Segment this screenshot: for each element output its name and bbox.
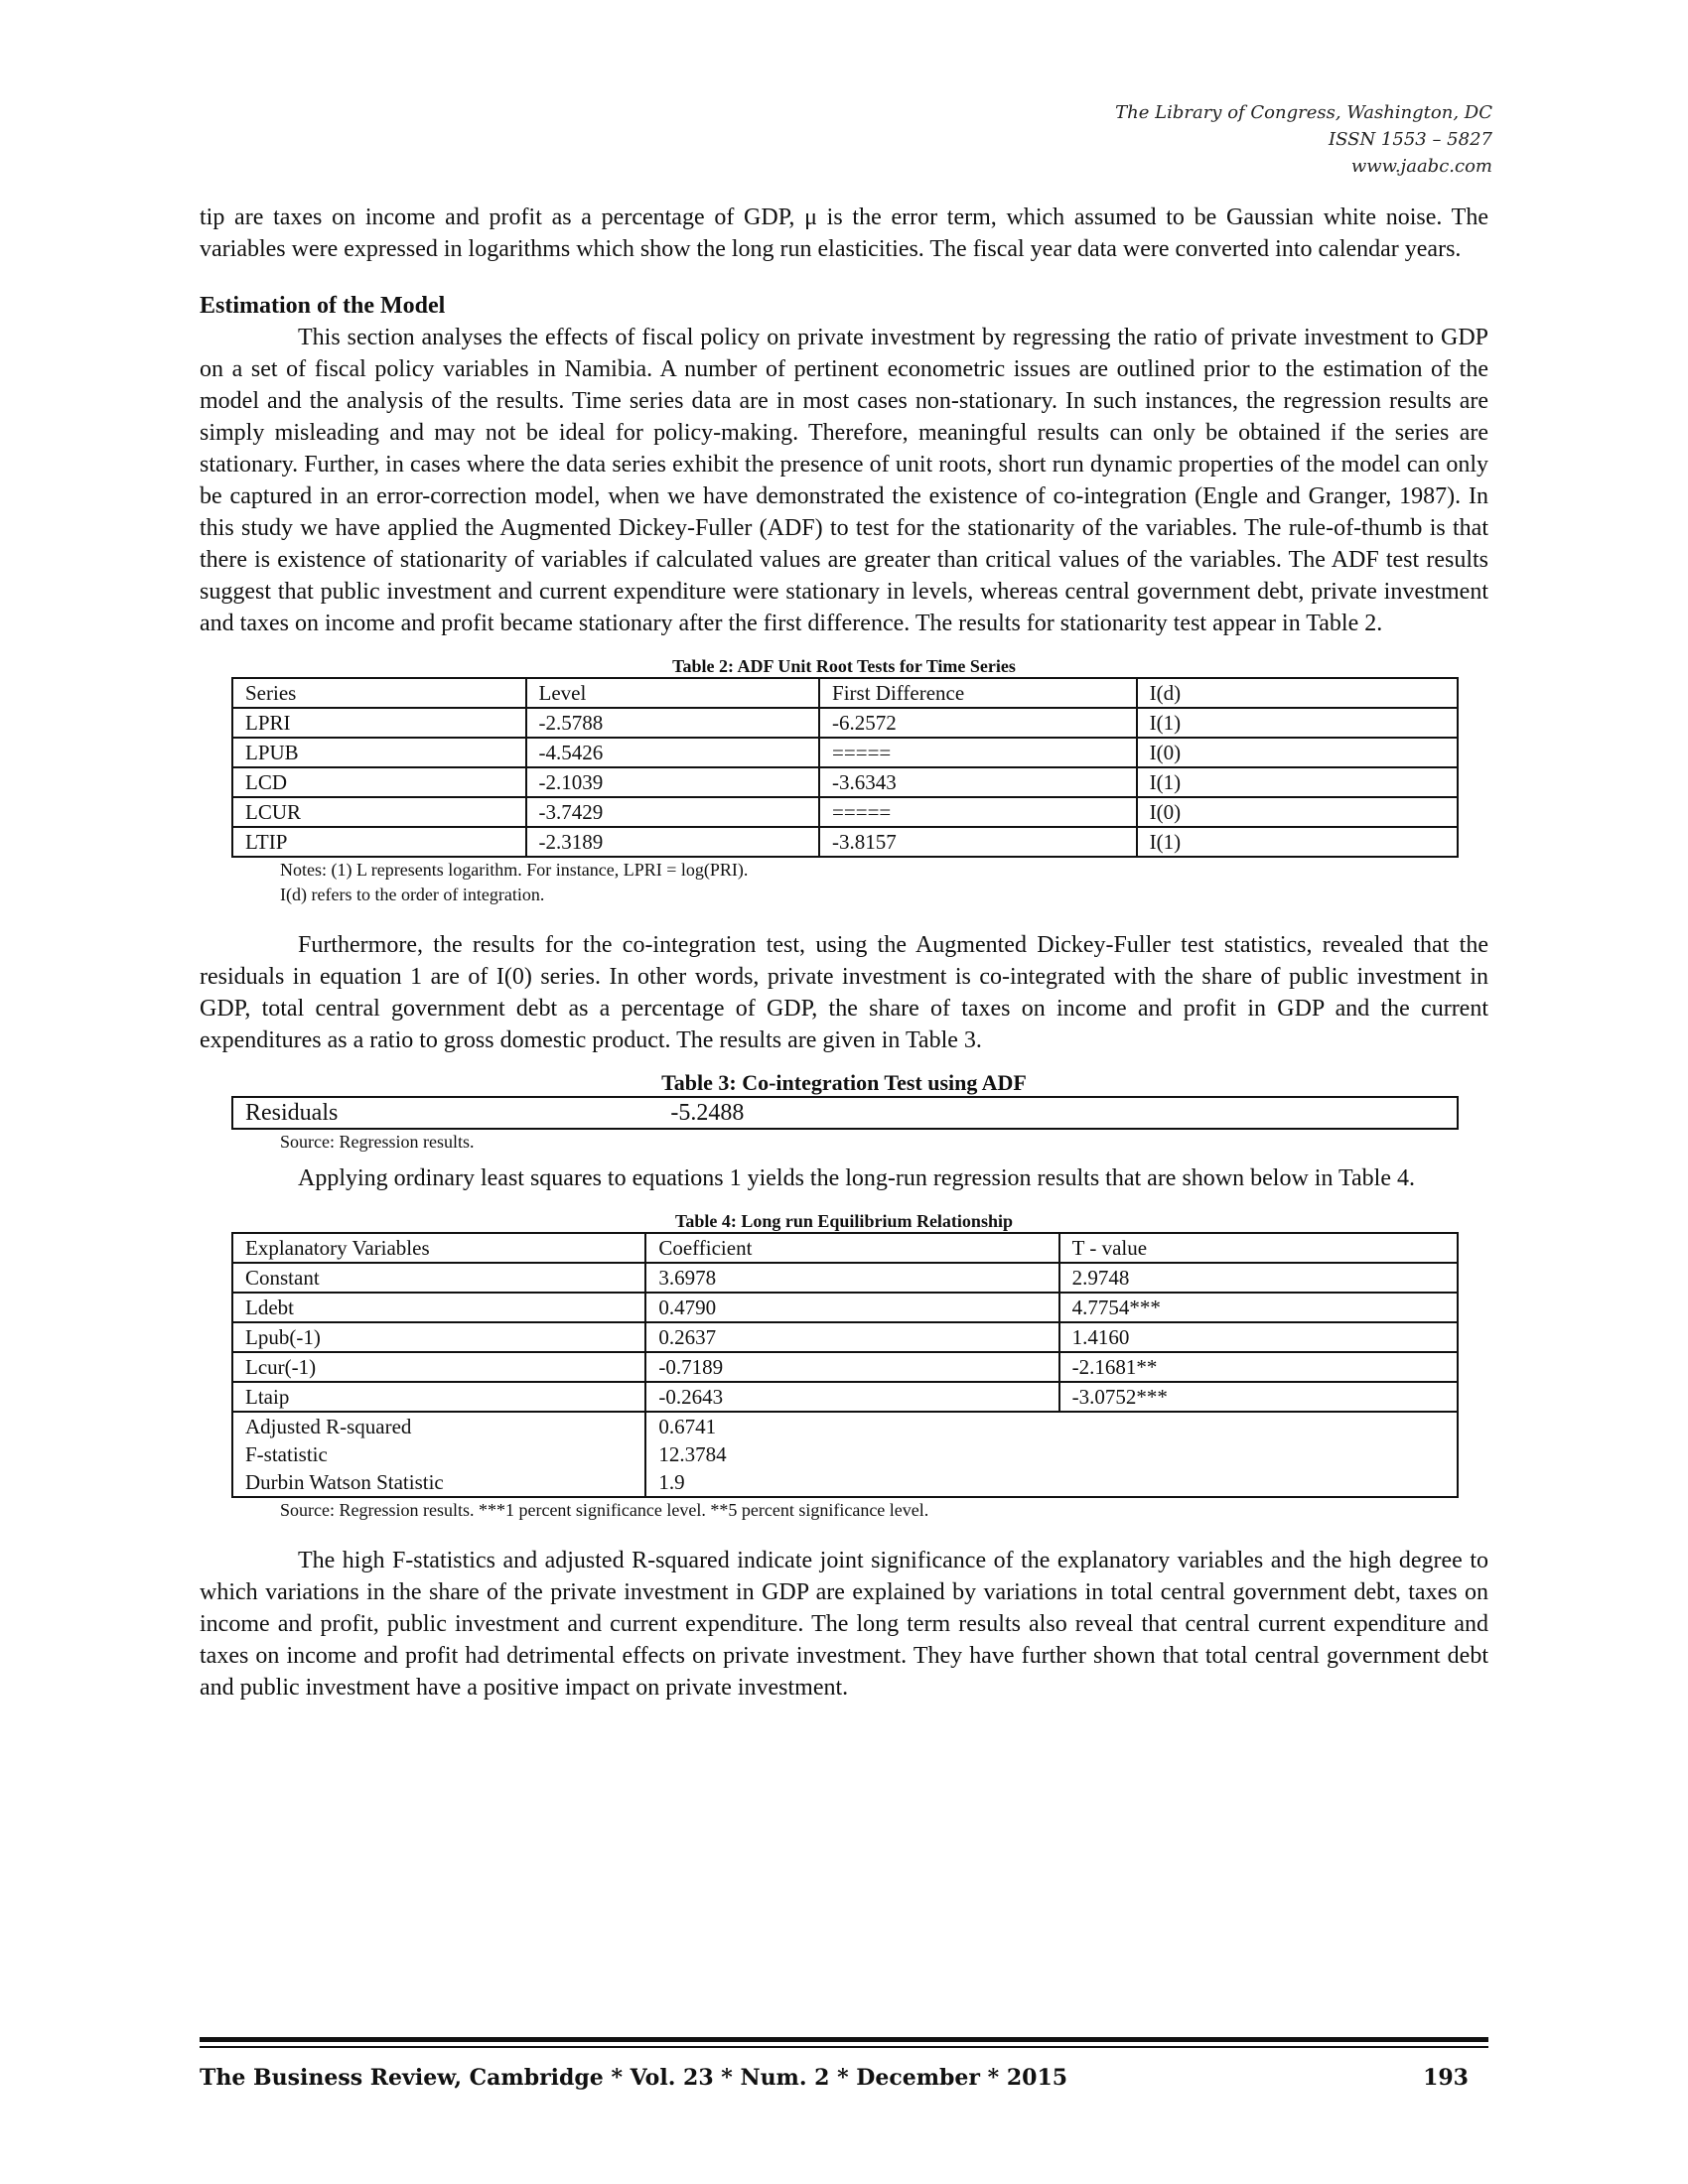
table-cell: 0.6741: [645, 1412, 1458, 1440]
header-cell: Explanatory Variables: [232, 1233, 645, 1263]
table-cell: I(1): [1137, 827, 1458, 857]
table3-cointegration: [231, 1096, 1459, 1130]
table-cell: LPRI: [232, 708, 526, 738]
table-header-row: [232, 1233, 1458, 1263]
table-cell: I(1): [1137, 767, 1458, 797]
header-cell: Coefficient: [645, 1233, 1058, 1263]
estimation-paragraph: This section analyses the effects of fiscal policy on private investment by regressing the ratio of private investment to GDP on a set of fiscal policy variables in Namibia. A number of pertinent econometric issues are outlined prior to the estimation of the model and the analysis of the results. Time series data are in most cases non-stationary. In such instances, the regression results are simply misleading and may not be ideal for policy-making. Therefore, meaningful results can only be obtained if the series are stationary. Further, in cases where the data series exhibit the presence of unit roots, short run dynamic properties of the model can only be captured in an error-correction model, when we have demonstrated the existence of co-integration (Engle and Granger, 1987). In this study we have applied the Augmented Dickey-Fuller (ADF) to test for the stationarity of the variables. The rule-of-thumb is that there is existence of stationarity of variables if calculated values are greater than critical values of the variables. The ADF test results suggest that public investment and current expenditure were stationary in levels, whereas central government debt, private investment and taxes on income and profit became stationary after the first difference. The results for stationarity test appear in Table 2.: [200, 325, 1488, 636]
table-cell: 1.9: [645, 1468, 1458, 1497]
table-cell: I(0): [1137, 797, 1458, 827]
table-row: [232, 738, 1458, 767]
table4-source: Source: Regression results. ***1 percent significance level. **5 percent significance level.: [280, 1500, 929, 1520]
header-cell: Level: [526, 678, 820, 708]
table2-adf-unit-root: [231, 677, 1459, 858]
table-row: [232, 1263, 1458, 1293]
footer-rule-thick: [200, 2037, 1488, 2042]
table-cell: -6.2572: [819, 708, 1137, 738]
table-row: [232, 708, 1458, 738]
table2-note-integration: I(d) refers to the order of integration.: [280, 885, 545, 904]
table-row: [232, 1097, 1458, 1129]
table-cell: -3.8157: [819, 827, 1137, 857]
table-cell: Constant: [232, 1263, 645, 1293]
table-cell: -5.2488: [658, 1097, 1458, 1129]
table-cell: I(1): [1137, 708, 1458, 738]
table-row: [232, 797, 1458, 827]
table-cell: Lcur(-1): [232, 1352, 645, 1382]
intro-paragraph: tip are taxes on income and profit as a percentage of GDP, μ is the error term, which assumed to be Gaussian white noise. The variables were expressed in logarithms which show the long run elasticities. The fiscal year data were converted into calendar years.: [200, 205, 1488, 262]
table-cell: 0.4790: [645, 1293, 1058, 1322]
table-row: [232, 1322, 1458, 1352]
table-cell: -2.5788: [526, 708, 820, 738]
table-cell: 3.6978: [645, 1263, 1058, 1293]
running-header: [1115, 99, 1492, 180]
table-cell: Ltaip: [232, 1382, 645, 1412]
table-cell: Durbin Watson Statistic: [232, 1468, 645, 1497]
table-header-row: [232, 678, 1458, 708]
table-cell: 4.7754***: [1059, 1293, 1458, 1322]
table-cell: =====: [819, 797, 1137, 827]
page-number: 193: [1423, 2065, 1469, 2091]
ols-paragraph: Applying ordinary least squares to equations 1 yields the long-run regression results that are shown below in Table 4.: [298, 1165, 1415, 1191]
table-row: [232, 1352, 1458, 1382]
table-row: [232, 1382, 1458, 1412]
table-cell: 0.2637: [645, 1322, 1058, 1352]
table-cell: Ldebt: [232, 1293, 645, 1322]
table-cell: Residuals: [232, 1097, 658, 1129]
table-cell: LTIP: [232, 827, 526, 857]
conclusion-paragraph: The high F-statistics and adjusted R-squared indicate joint significance of the explanatory variables and the high degree to which variations in the share of the private investment in GDP are explained by variations in total central government debt, taxes on income and profit, public investment and current expenditure. The long term results also reveal that central current expenditure and taxes on income and profit had detrimental effects on private investment. They have further shown that total central government debt and public investment have a positive impact on private investment.: [200, 1548, 1488, 1701]
table-cell: LCUR: [232, 797, 526, 827]
table-cell: 1.4160: [1059, 1322, 1458, 1352]
table-cell: F-statistic: [232, 1440, 645, 1468]
table-cell: 12.3784: [645, 1440, 1458, 1468]
table-cell: -2.3189: [526, 827, 820, 857]
header-issn: ISSN 1553 – 5827: [1329, 129, 1492, 150]
table-cell: -0.2643: [645, 1382, 1058, 1412]
table4-caption: Table 4: Long run Equilibrium Relationship: [675, 1211, 1013, 1231]
table-cell: -3.6343: [819, 767, 1137, 797]
table-row: [232, 827, 1458, 857]
body-content: [200, 202, 1488, 1704]
table-cell: =====: [819, 738, 1137, 767]
table3-source: Source: Regression results.: [280, 1132, 475, 1152]
section-heading: Estimation of the Model: [200, 293, 446, 319]
table-cell: 2.9748: [1059, 1263, 1458, 1293]
table-cell: LCD: [232, 767, 526, 797]
header-website: www.jaabc.com: [1350, 156, 1492, 177]
table-row: [232, 1293, 1458, 1322]
table-cell: -3.0752***: [1059, 1382, 1458, 1412]
cointegration-paragraph: Furthermore, the results for the co-integration test, using the Augmented Dickey-Fuller test statistics, revealed that the residuals in equation 1 are of I(0) series. In other words, private investment is co-integrated with the share of public investment in GDP, total central government debt as a percentage of GDP, the share of taxes on income and profit in GDP and the current expenditures as a ratio to gross domestic product. The results are given in Table 3.: [200, 932, 1488, 1053]
table-cell: Adjusted R-squared: [232, 1412, 645, 1440]
table-cell: -3.7429: [526, 797, 820, 827]
table4-long-run: [231, 1232, 1459, 1498]
table2-note-logarithm: Notes: (1) L represents logarithm. For instance, LPRI = log(PRI).: [280, 860, 749, 880]
table-cell: -2.1039: [526, 767, 820, 797]
table-cell: I(0): [1137, 738, 1458, 767]
table-cell: -0.7189: [645, 1352, 1058, 1382]
header-cell: Series: [232, 678, 526, 708]
stats-row: [232, 1440, 1458, 1468]
header-cell: T - value: [1059, 1233, 1458, 1263]
header-cell: First Difference: [819, 678, 1137, 708]
footer-rule-thin: [200, 2046, 1488, 2048]
table-cell: Lpub(-1): [232, 1322, 645, 1352]
stats-row: [232, 1468, 1458, 1497]
stats-row: [232, 1412, 1458, 1440]
header-library: The Library of Congress, Washington, DC: [1115, 102, 1492, 123]
table-cell: -2.1681**: [1059, 1352, 1458, 1382]
header-cell: I(d): [1137, 678, 1458, 708]
table3-caption: Table 3: Co-integration Test using ADF: [661, 1070, 1027, 1095]
table2-caption: Table 2: ADF Unit Root Tests for Time Series: [672, 656, 1016, 676]
journal-citation: The Business Review, Cambridge * Vol. 23 * Num. 2 * December * 2015: [200, 2065, 1068, 2091]
table-row: [232, 767, 1458, 797]
table-cell: -4.5426: [526, 738, 820, 767]
table-cell: LPUB: [232, 738, 526, 767]
